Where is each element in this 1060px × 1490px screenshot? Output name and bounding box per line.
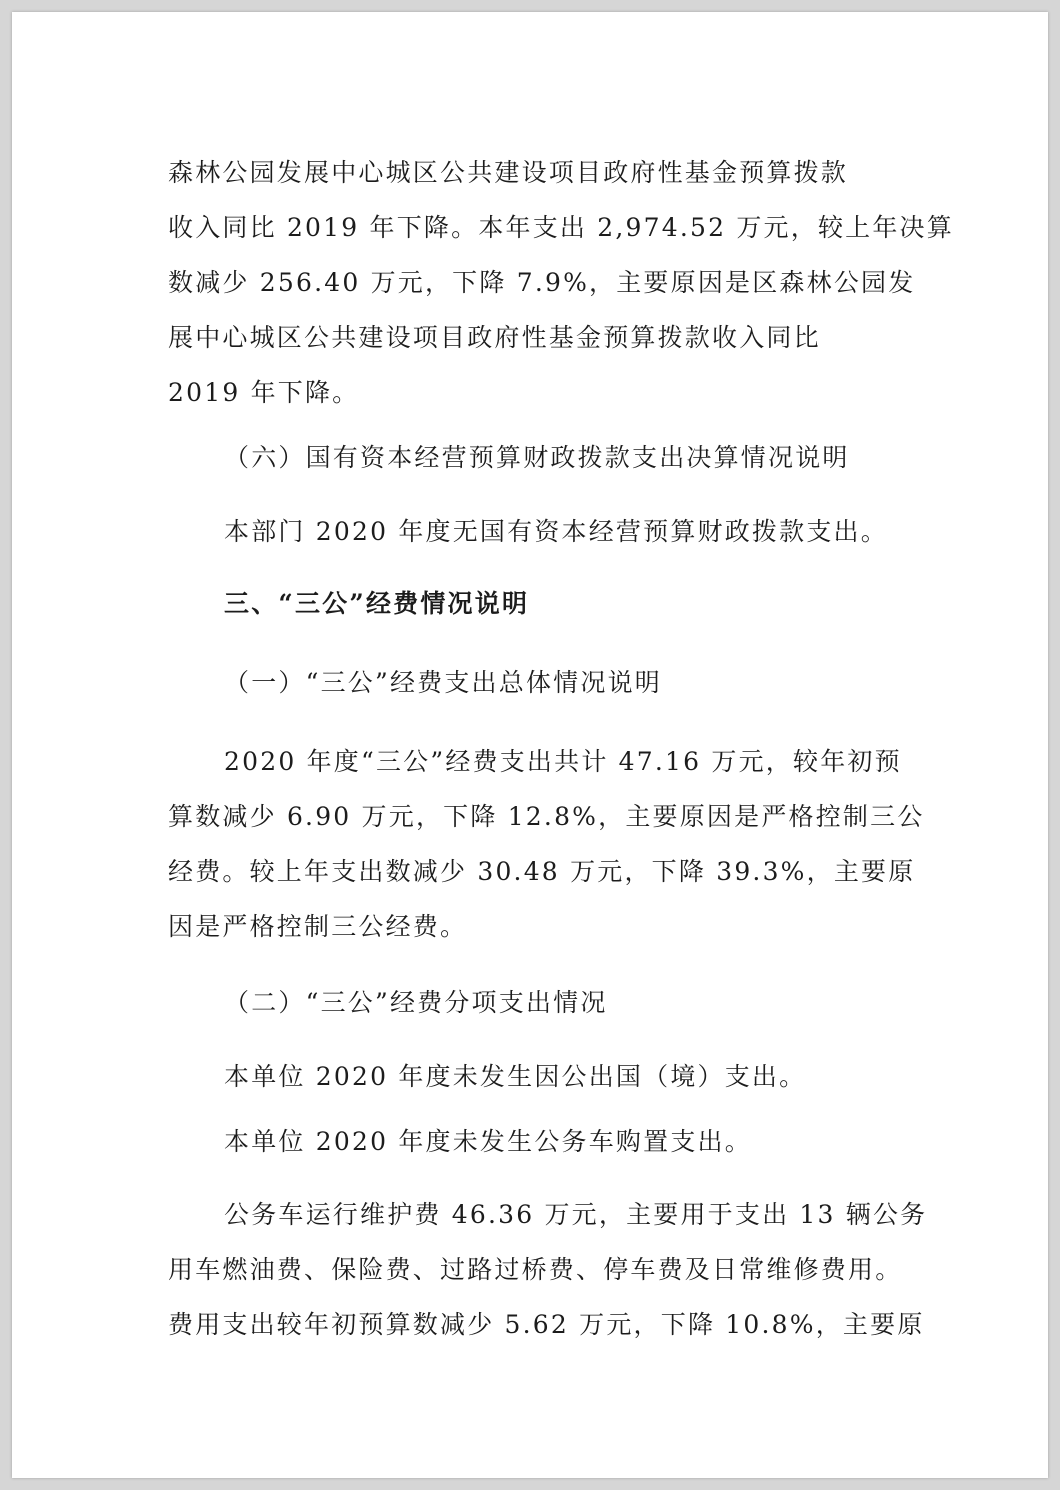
text-line: 算数减少 6.90 万元，下降 12.8%，主要原因是严格控制三公: [168, 802, 925, 831]
text-line: 用车燃油费、保险费、过路过桥费、停车费及日常维修费用。: [168, 1255, 903, 1284]
heading-state-capital-expenditure: （六）国有资本经营预算财政拨款支出决算情况说明: [224, 443, 850, 472]
section-title-three-public: 三、“三公”经费情况说明: [224, 589, 530, 618]
paragraph-fund-decrease: [168, 145, 954, 420]
text-line: 费用支出较年初预算数减少 5.62 万元，下降 10.8%，主要原: [168, 1310, 925, 1339]
text-line: 展中心城区公共建设项目政府性基金预算拨款收入同比: [168, 323, 821, 352]
text-line: 数减少 256.40 万元，下降 7.9%，主要原因是区森林公园发: [168, 268, 916, 297]
paragraph-no-state-capital-expenditure: 本部门 2020 年度无国有资本经营预算财政拨款支出。: [224, 517, 888, 546]
heading-three-public-itemized: （二）“三公”经费分项支出情况: [224, 988, 608, 1017]
paragraph-vehicle-maintenance: [168, 1187, 928, 1352]
text-line: 因是严格控制三公经费。: [168, 912, 468, 941]
paragraph-no-vehicle-purchase: 本单位 2020 年度未发生公务车购置支出。: [224, 1127, 752, 1156]
heading-three-public-overall: （一）“三公”经费支出总体情况说明: [224, 668, 662, 697]
paragraph-no-abroad-expenditure: 本单位 2020 年度未发生因公出国（境）支出。: [224, 1062, 807, 1091]
text-line: 经费。较上年支出数减少 30.48 万元，下降 39.3%，主要原: [168, 857, 916, 886]
paragraph-three-public-overall: [168, 734, 925, 954]
text-line: 公务车运行维护费 46.36 万元，主要用于支出 13 辆公务: [224, 1200, 928, 1229]
text-line: 森林公园发展中心城区公共建设项目政府性基金预算拨款: [168, 158, 849, 187]
document-page: [12, 12, 1048, 1478]
text-line: 2020 年度“三公”经费支出共计 47.16 万元，较年初预: [224, 747, 902, 776]
text-line: 收入同比 2019 年下降。本年支出 2,974.52 万元，较上年决算: [168, 213, 954, 242]
text-line: 2019 年下降。: [168, 378, 360, 407]
